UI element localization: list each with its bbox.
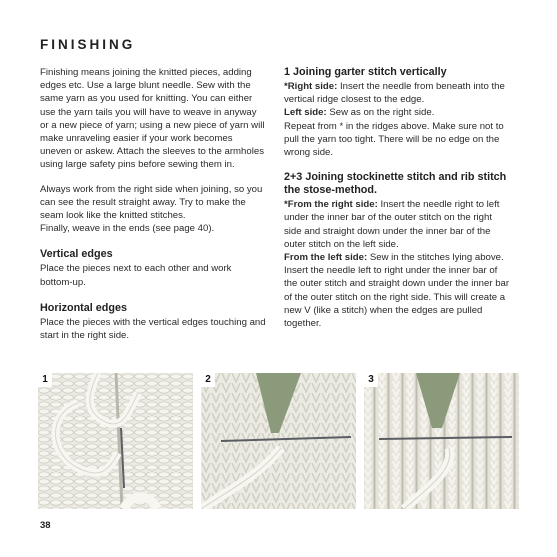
photo-rib-join (364, 373, 519, 509)
left-column (40, 66, 266, 353)
photo-number: 3 (364, 373, 378, 387)
finally-paragraph: Finally, weave in the ends (see page 40). (40, 223, 215, 235)
horizontal-edges-heading: Horizontal edges (40, 301, 127, 314)
section1-repeat: Repeat from * in the ridges above. Make sure not to pull the yarn too tight. There will be no edge on the wrong side. (284, 120, 504, 159)
horizontal-edges-text: Place the pieces with the vertical edges touching and start in the right side. (40, 316, 266, 342)
page-number: 38 (40, 520, 51, 531)
rib-join-illustration (364, 373, 519, 509)
section1-right-text: Insert the needle from beneath into the vertical ridge closest to the edge. (284, 81, 505, 106)
always-paragraph: Always work from the right side when joining, so you can see the result straight away. Try to make the seam look like the knitted stitches. (40, 183, 263, 222)
vertical-edges-text: Place the pieces next to each other and work bottom-up. (40, 263, 232, 288)
page-title: FINISHING (40, 37, 136, 52)
section1-right-side (284, 80, 510, 106)
section1-right-label: *Right side: (284, 81, 338, 92)
photo-number: 1 (38, 373, 52, 387)
garter-join-illustration (38, 373, 193, 509)
photo-strip (38, 373, 518, 509)
section2-right-text: Insert the needle right to left under the inner bar of the outer stitch on the right side and straight down under the inner bar of the outer stitch on the left side. (284, 199, 500, 250)
section1-left-text: Sew as on the right side. (329, 107, 435, 119)
right-column (284, 66, 510, 330)
stockinette-join-illustration (201, 373, 356, 509)
photo-garter-join (38, 373, 193, 509)
section2-left-label: From the left side: (284, 252, 368, 264)
section1-left-side (284, 106, 510, 119)
section2-left-text: Sew in the stitches lying above. Insert the needle left to right under the inner bar of the outer stitch and straight down under the inner bar of the outer stitch on the right side. This will create a new V (like a stitch) when the edges are pulled together. (284, 252, 510, 330)
section1-left-label: Left side: (284, 107, 327, 119)
section2-left-side (284, 251, 510, 330)
intro-paragraph: Finishing means joining the knitted pieces, adding edges etc. Use a large blunt needle. Sew with the same yarn as you used for knitting. You can either use the yarn tails you will have to weave in anyway or a new piece of yarn; using a new piece of yarn will make unraveling easier if your work becomes uneven or askew. Attach the sleeves to the armholes using large safety pins before sewing them in. (40, 67, 265, 171)
photo-number: 2 (201, 373, 215, 387)
section2-right-label: *From the right side: (284, 199, 378, 211)
section2-right-side (284, 198, 510, 251)
section1-heading: 1 Joining garter stitch vertically (284, 66, 447, 78)
vertical-edges-heading: Vertical edges (40, 248, 113, 261)
photo-stockinette-join (201, 373, 356, 509)
section2-heading: 2+3 Joining stockinette stitch and rib stitch the stose-method. (284, 171, 507, 197)
